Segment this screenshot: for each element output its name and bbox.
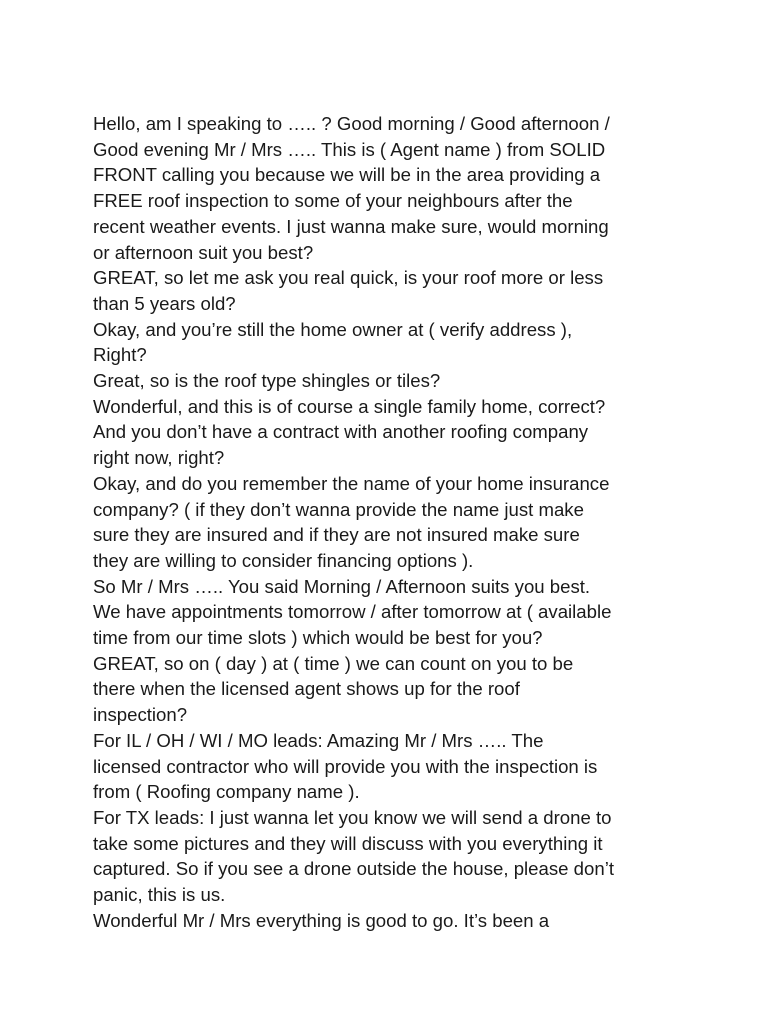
script-line: For TX leads: I just wanna let you know we will send a drone to [93,806,612,828]
script-line: And you don’t have a contract with another roofing company [93,421,589,443]
script-line: than 5 years old? [93,292,236,314]
script-line: FRONT calling you because we will be in the area providing a [93,164,601,186]
script-line: they are willing to consider financing options ). [93,549,474,571]
script-line: recent weather events. I just wanna make sure, would morning [93,215,609,237]
script-line: Hello, am I speaking to ….. ? Good morning / Good afternoon / [93,113,610,134]
script-line: Right? [93,344,147,366]
script-line: Okay, and you’re still the home owner at ( verify address ), [93,318,573,340]
script-line: Good evening Mr / Mrs ….. This is ( Agent name ) from SOLID [93,138,606,160]
script-line: panic, this is us. [93,884,226,906]
script-line: For IL / OH / WI / MO leads: Amazing Mr / Mrs ….. The [93,729,544,751]
script-line: captured. So if you see a drone outside the house, please don’t [93,858,614,880]
script-line: take some pictures and they will discuss with you everything it [93,832,603,854]
script-line: inspection? [93,704,188,726]
script-line: So Mr / Mrs ….. You said Morning / Afternoon suits you best. [93,575,591,597]
script-line: Wonderful, and this is of course a single family home, correct? [93,395,606,417]
script-line: Great, so is the roof type shingles or tiles? [93,370,441,392]
script-line: GREAT, so let me ask you real quick, is your roof more or less [93,267,604,289]
script-line: from ( Roofing company name ). [93,781,360,803]
script-line: or afternoon suit you best? [93,241,314,263]
script-line: company? ( if they don’t wanna provide the name just make [93,498,584,520]
script-line: Okay, and do you remember the name of your home insurance [93,472,610,494]
script-line: time from our time slots ) which would be best for you? [93,627,543,649]
script-line: licensed contractor who will provide you with the inspection is [93,755,598,777]
script-line: GREAT, so on ( day ) at ( time ) we can count on you to be [93,652,574,674]
script-line: Wonderful Mr / Mrs everything is good to go. It’s been a [93,909,550,931]
script-line: FREE roof inspection to some of your neighbours after the [93,190,573,212]
script-line: We have appointments tomorrow / after tomorrow at ( available [93,601,612,623]
script-line: right now, right? [93,447,225,469]
script-line: there when the licensed agent shows up for the roof [93,678,520,700]
script-line: sure they are insured and if they are not insured make sure [93,524,580,546]
call-script-text [93,111,693,934]
